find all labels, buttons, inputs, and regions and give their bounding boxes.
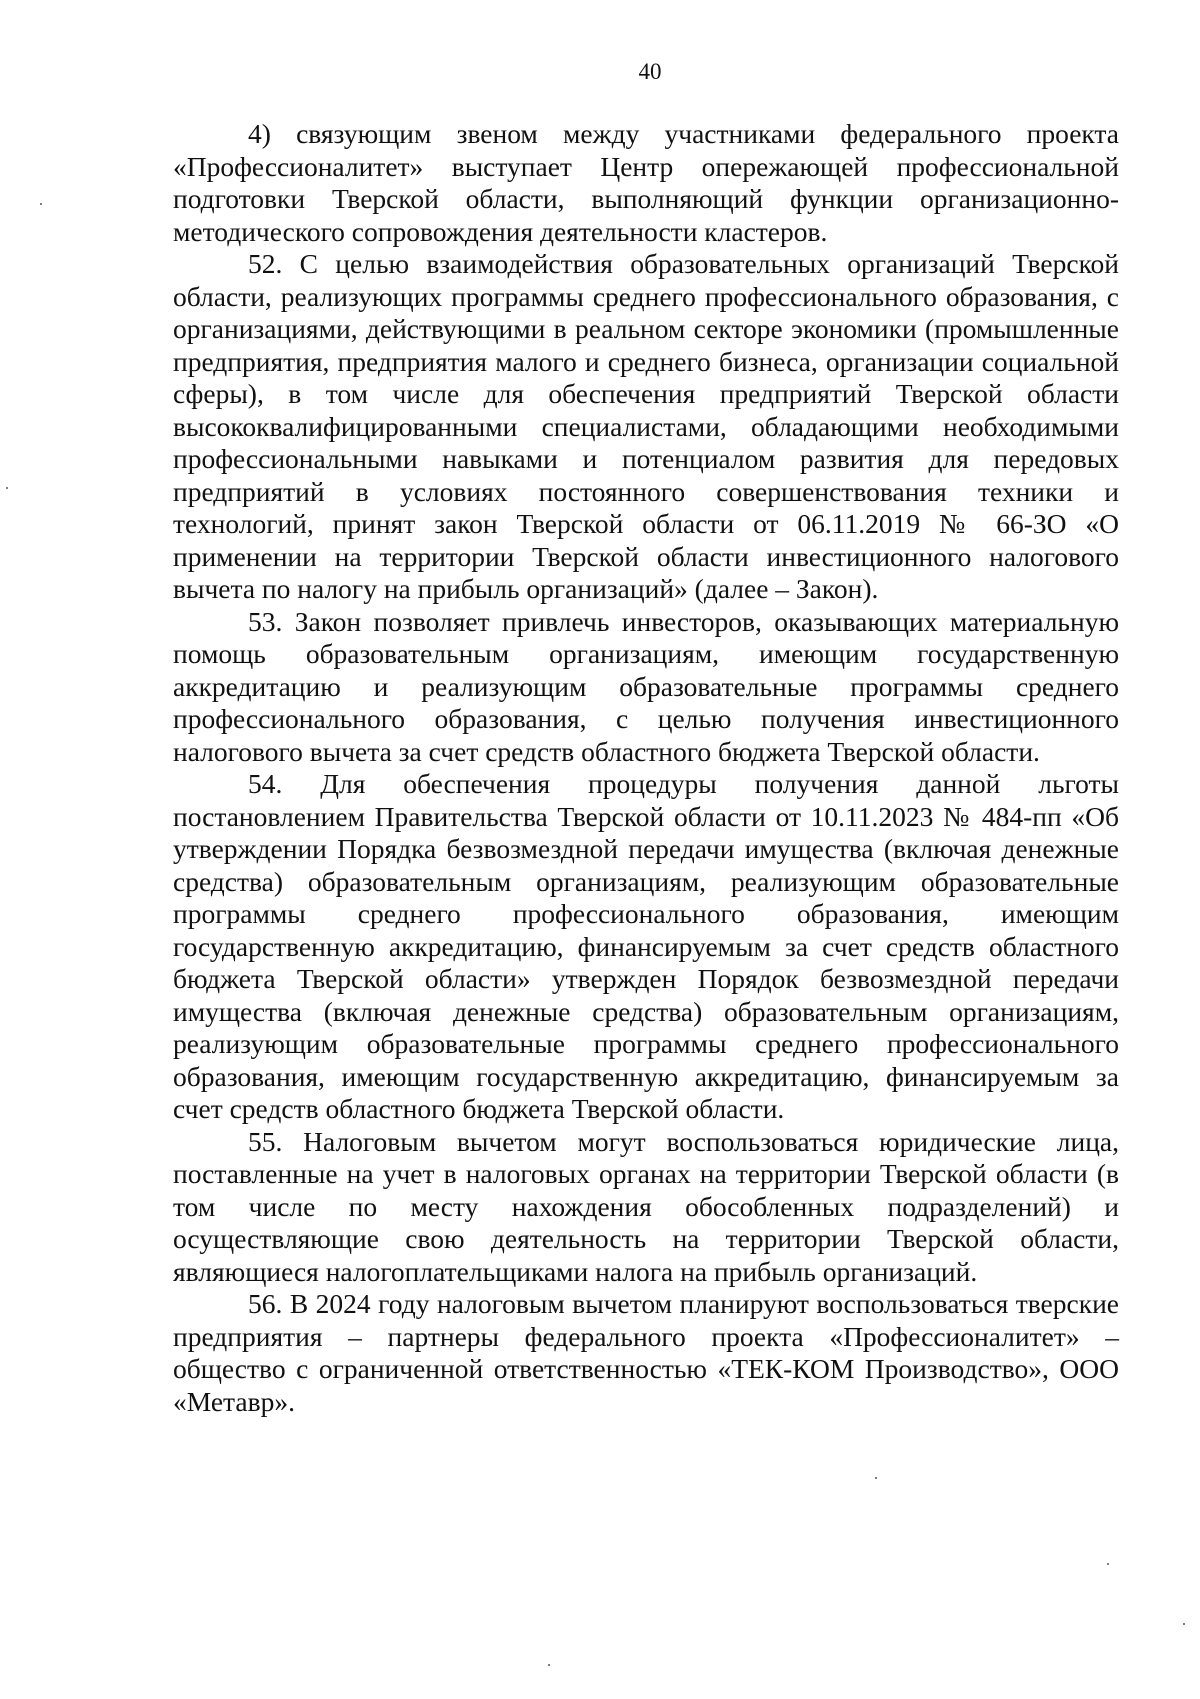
scan-speck — [548, 1664, 550, 1666]
page-number: 40 — [638, 59, 662, 84]
scan-speck — [875, 1477, 877, 1479]
paragraph-56: 56. В 2024 году налоговым вычетом планируют воспользоваться тверские предприятия – партнеры федерального проекта «Профессионалитет» – общество с ограниченной ответственностью «ТЕК-КОМ Производство», ООО «Метавр». — [173, 1288, 1119, 1417]
scan-speck — [6, 487, 8, 489]
scan-speck — [1183, 1623, 1185, 1625]
paragraph-55: 55. Налоговым вычетом могут воспользоваться юридические лица, поставленные на учет в налоговых органах на территории Тверской области (в том числе по месту нахождения обособленных подразделений) и осуществляющие свою деятельность на территории Тверской области, являющиеся налогоплательщиками налога на прибыль организаций. — [173, 1125, 1119, 1287]
scan-speck — [1107, 1563, 1109, 1565]
scan-speck — [40, 203, 42, 205]
paragraph-item-4: 4) связующим звеном между участниками федерального проекта «Профессионалитет» выступает Центр опережающей профессиональной подготовки Тверской области, выполняющий функции организационно-методического сопровождения деятельности кластеров. — [173, 118, 1119, 247]
paragraph-52: 52. С целью взаимодействия образовательных организаций Тверской области, реализующих программы среднего профессионального образования, с организациями, действующими в реальном секторе экономики (промышленные предприятия, предприятия малого и среднего бизнеса, организации социальной сферы), в том числе для обеспечения предприятий Тверской области высококвалифицированными специалистами, обладающими необходимыми профессиональными навыками и потенциалом развития для передовых предприятий в условиях постоянного совершенствования техники и технологий, принят закон Тверской области от 06.11.2019 № 66-ЗО «О применении на территории Тверской области инвестиционного налогового вычета по налогу на прибыль организаций» (далее – Закон). — [173, 248, 1119, 604]
document-body — [173, 118, 1119, 1418]
paragraph-54: 54. Для обеспечения процедуры получения данной льготы постановлением Правительства Тверской области от 10.11.2023 № 484-пп «Об утверждении Порядка безвозмездной передачи имущества (включая денежные средства) образовательным организациям, реализующим образовательные программы среднего профессионального образования, имеющим государственную аккредитацию, финансируемым за счет средств областного бюджета Тверской области» утвержден Порядок безвозмездной передачи имущества (включая денежные средства) образовательным организациям, реализующим образовательные программы среднего профессионального образования, имеющим государственную аккредитацию, финансируемым за счет средств областного бюджета Тверской области. — [173, 768, 1119, 1124]
paragraph-53: 53. Закон позволяет привлечь инвесторов, оказывающих материальную помощь образовательным организациям, имеющим государственную аккредитацию и реализующим образовательные программы среднего профессионального образования, с целью получения инвестиционного налогового вычета за счет средств областного бюджета Тверской области. — [173, 605, 1119, 767]
